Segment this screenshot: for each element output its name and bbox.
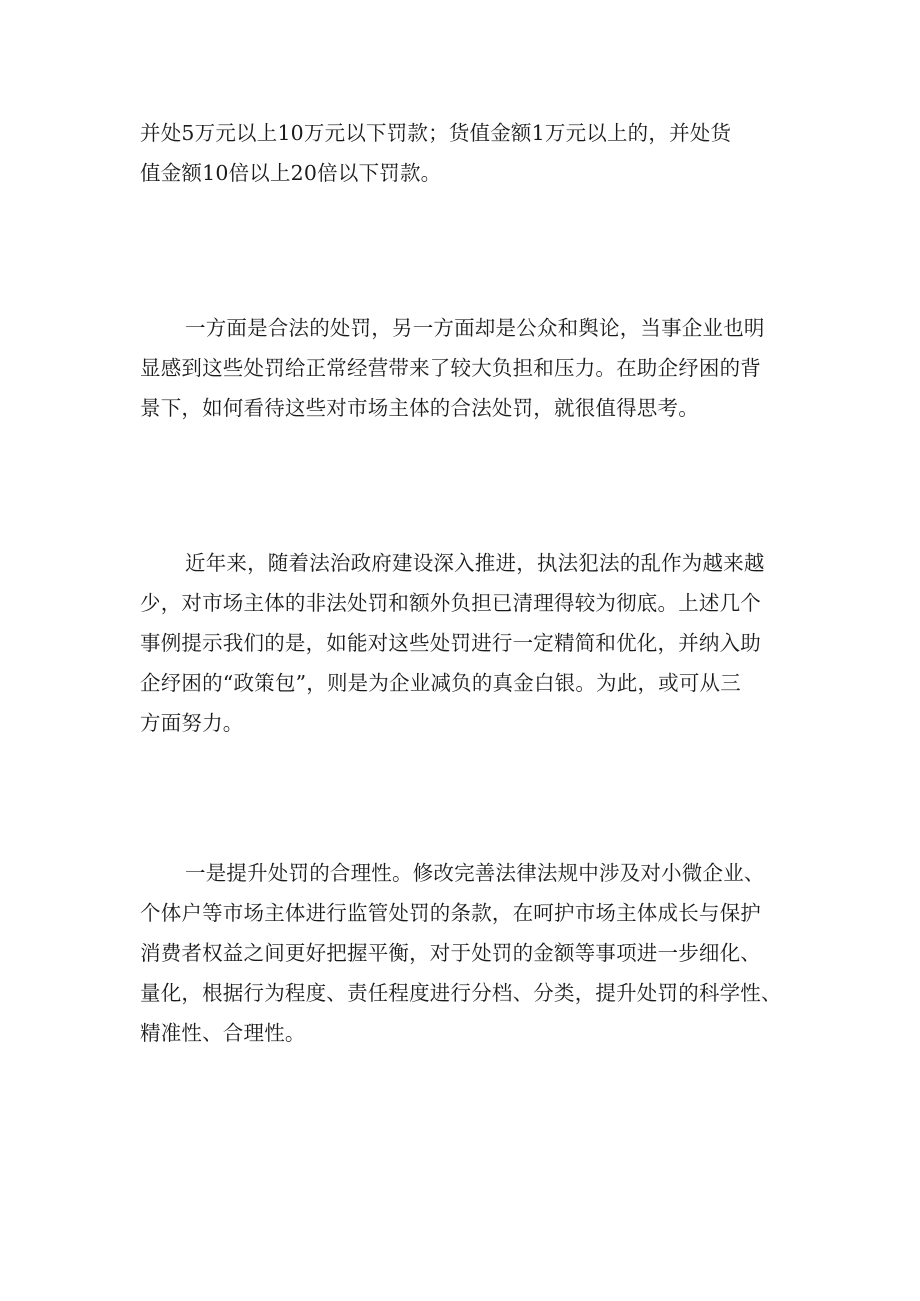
paragraph-public-opinion: [140, 308, 788, 428]
paragraph-recent-years: [140, 543, 788, 743]
paragraph-rationality: [140, 853, 788, 1053]
text-line: 个体户等市场主体进行监管处罚的条款，在呵护市场主体成长与保护: [140, 901, 761, 925]
paragraph-fine-amounts: [140, 113, 788, 193]
text-line: 方面努力。: [140, 711, 244, 735]
text-line: 事例提示我们的是，如能对这些处罚进行一定精简和优化，并纳入助: [140, 631, 761, 655]
text-line: 消费者权益之间更好把握平衡，对于处罚的金额等事项进一步细化、: [140, 941, 761, 965]
text-line: 企纾困的“政策包”，则是为企业减负的真金白银。为此，或可从三: [140, 671, 741, 695]
text-line: 一方面是合法的处罚，另一方面却是公众和舆论，当事企业也明: [185, 316, 765, 340]
text-line: 量化，根据行为程度、责任程度进行分档、分类，提升处罚的科学性、: [140, 981, 782, 1005]
text-line: 一是提升处罚的合理性。修改完善法律法规中涉及对小微企业、: [185, 861, 765, 885]
text-line: 显感到这些处罚给正常经营带来了较大负担和压力。在助企纾困的背: [140, 356, 761, 380]
text-line: 少，对市场主体的非法处罚和额外负担已清理得较为彻底。上述几个: [140, 591, 761, 615]
text-line: 值金额10倍以上20倍以下罚款。: [140, 161, 442, 185]
text-line: 景下，如何看待这些对市场主体的合法处罚，就很值得思考。: [140, 396, 699, 420]
text-line: 精准性、合理性。: [140, 1021, 306, 1045]
text-line: 并处5万元以上10万元以下罚款；货值金额1万元以上的，并处货: [140, 121, 732, 145]
text-line: 近年来，随着法治政府建设深入推进，执法犯法的乱作为越来越: [185, 551, 765, 575]
